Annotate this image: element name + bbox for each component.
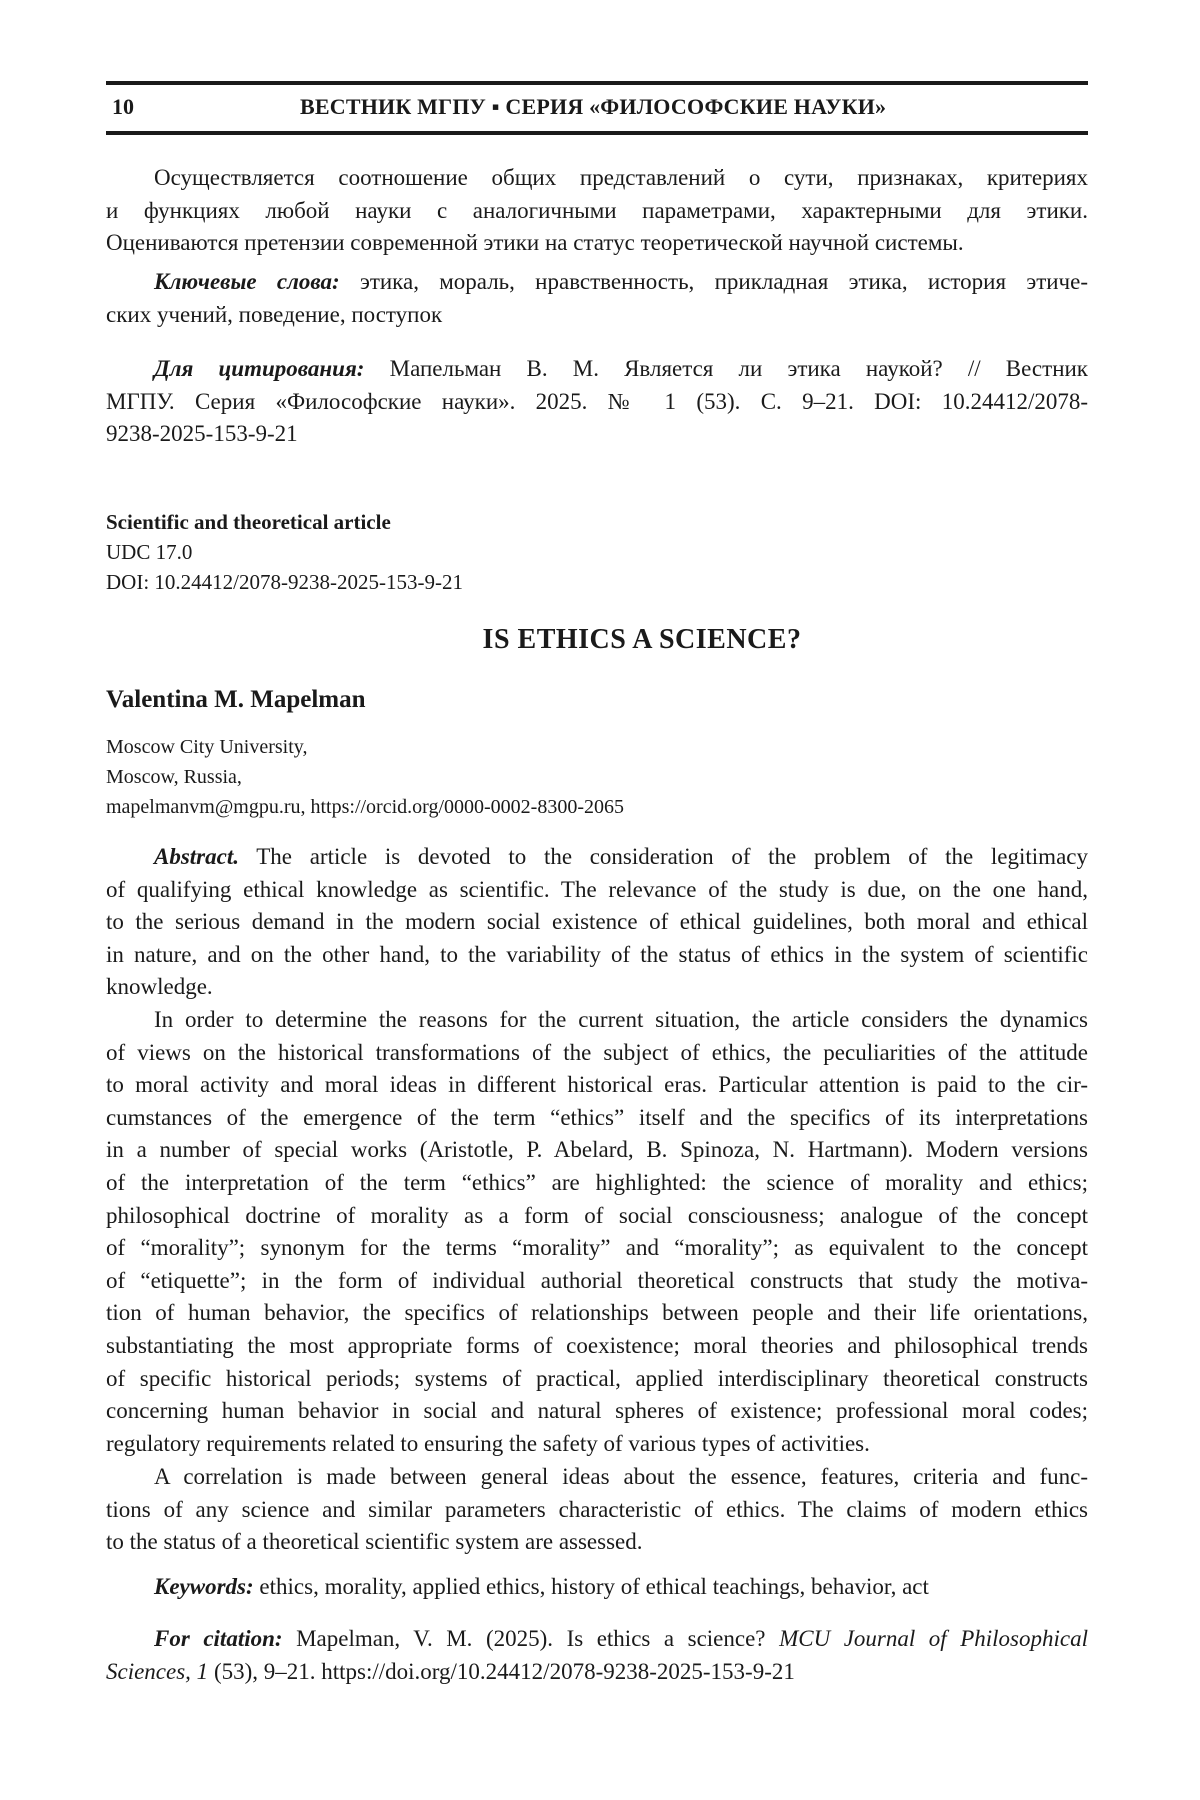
text-segment: tion of human behavior, the specifics of relationships between people and their life orientations, bbox=[106, 1300, 1088, 1325]
en-abstract-paragraph-1 bbox=[106, 841, 1088, 1004]
text-segment: of “etiquette”; in the form of individual authorial theoretical constructs that study the motiva- bbox=[106, 1268, 1088, 1293]
text-segment: Осуществляется соотношение общих представлений о сути, признаках, критериях bbox=[154, 165, 1088, 190]
text-line bbox=[106, 1265, 1088, 1298]
article-type: Scientific and theoretical article bbox=[106, 507, 463, 537]
text-line bbox=[106, 1571, 1088, 1604]
running-header bbox=[106, 94, 1088, 124]
text-segment: cumstances of the emergence of the term “ethics” itself and the specifics of its interpretations bbox=[106, 1105, 1088, 1130]
ru-abstract-ending bbox=[106, 162, 1088, 260]
text-segment: tions of any science and similar parameters characteristic of ethics. The claims of modern ethics bbox=[106, 1497, 1088, 1522]
article-meta bbox=[106, 507, 463, 597]
text-line bbox=[106, 1494, 1088, 1527]
text-segment: in nature, and on the other hand, to the variability of the status of ethics in the system of scientific bbox=[106, 942, 1088, 967]
text-segment: of specific historical periods; systems of practical, applied interdisciplinary theoretical constructs bbox=[106, 1366, 1088, 1391]
article-title: IS ETHICS A SCIENCE? bbox=[106, 624, 1088, 656]
text-line bbox=[106, 418, 1088, 451]
en-citation bbox=[106, 1623, 1088, 1688]
text-segment: A correlation is made between general ideas about the essence, features, criteria and func- bbox=[154, 1464, 1088, 1489]
text-segment: и функциях любой науки с аналогичными параметрами, характерными для этики. bbox=[106, 198, 1088, 223]
text-line bbox=[106, 1004, 1088, 1037]
author-affiliation bbox=[106, 732, 624, 822]
text-segment: concerning human behavior in social and natural spheres of existence; professional moral codes; bbox=[106, 1398, 1088, 1423]
text-segment: этика, мораль, нравственность, прикладная этика, история этиче- bbox=[340, 269, 1088, 294]
text-segment: regulatory requirements related to ensuring the safety of various types of activities. bbox=[106, 1431, 870, 1456]
text-segment: of views on the historical transformations of the subject of ethics, the peculiarities of the attitude bbox=[106, 1040, 1088, 1065]
author-name: Valentina M. Mapelman bbox=[106, 686, 366, 714]
text-line bbox=[106, 1330, 1088, 1363]
text-line bbox=[106, 386, 1088, 419]
en-abstract-paragraph-2 bbox=[106, 1004, 1088, 1460]
udc: UDC 17.0 bbox=[106, 537, 463, 567]
text-segment: in a number of special works (Aristotle, P. Abelard, B. Spinoza, N. Hartmann). Modern versions bbox=[106, 1137, 1088, 1162]
text-segment: ских учений, поведение, поступок bbox=[106, 302, 442, 327]
text-line bbox=[106, 1363, 1088, 1396]
affiliation-city: Moscow, Russia, bbox=[106, 762, 624, 792]
text-segment: The article is devoted to the consideration of the problem of the legitimacy bbox=[239, 844, 1088, 869]
text-line bbox=[106, 162, 1088, 195]
text-segment: substantiating the most appropriate forms of coexistence; moral theories and philosophical trends bbox=[106, 1333, 1088, 1358]
text-segment: to the serious demand in the modern social existence of ethical guidelines, both moral and ethical bbox=[106, 909, 1088, 934]
header-bottom-rule bbox=[106, 131, 1088, 135]
text-segment: of qualifying ethical knowledge as scientific. The relevance of the study is due, on the one hand, bbox=[106, 877, 1088, 902]
text-line bbox=[106, 227, 1088, 260]
text-line bbox=[106, 1623, 1088, 1656]
text-line bbox=[106, 841, 1088, 874]
text-line bbox=[106, 1395, 1088, 1428]
italic-text: MCU Journal of Philosophical bbox=[779, 1626, 1088, 1651]
text-line bbox=[106, 195, 1088, 228]
text-line bbox=[106, 906, 1088, 939]
text-line bbox=[106, 1069, 1088, 1102]
text-line bbox=[106, 1461, 1088, 1494]
text-line bbox=[106, 1037, 1088, 1070]
section-label: Ключевые слова: bbox=[154, 269, 340, 294]
text-segment: Мапельман В. М. Является ли этика наукой? // Вестник bbox=[364, 356, 1088, 381]
text-line bbox=[106, 939, 1088, 972]
text-line bbox=[106, 1232, 1088, 1265]
text-segment: Оцениваются претензии современной этики на статус теоретической научной системы. bbox=[106, 230, 964, 255]
text-segment: knowledge. bbox=[106, 974, 213, 999]
journal-title: ВЕСТНИК МГПУ ▪ СЕРИЯ «ФИЛОСОФСКИЕ НАУКИ» bbox=[300, 94, 886, 120]
text-line bbox=[106, 1428, 1088, 1461]
text-segment: of “morality”; synonym for the terms “morality” and “morality”; as equivalent to the concept bbox=[106, 1235, 1088, 1260]
text-segment: to the status of a theoretical scientific system are assessed. bbox=[106, 1529, 643, 1554]
text-line bbox=[106, 1167, 1088, 1200]
text-line bbox=[106, 299, 1088, 332]
text-segment: ethics, morality, applied ethics, history of ethical teachings, behavior, act bbox=[254, 1574, 929, 1599]
text-segment: In order to determine the reasons for the current situation, the article considers the dynamics bbox=[154, 1007, 1088, 1032]
ru-keywords bbox=[106, 266, 1088, 331]
text-segment: of the interpretation of the term “ethics” are highlighted: the science of morality and ethics; bbox=[106, 1170, 1088, 1195]
section-label: Abstract. bbox=[154, 844, 239, 869]
text-segment: МГПУ. Серия «Философские науки». 2025. № 1 (53). С. 9–21. DOI: 10.24412/2078- bbox=[106, 389, 1088, 414]
section-label: For citation: bbox=[154, 1626, 283, 1651]
text-line bbox=[106, 1297, 1088, 1330]
text-line bbox=[106, 266, 1088, 299]
text-line bbox=[106, 1526, 1088, 1559]
text-segment: 9238-2025-153-9-21 bbox=[106, 421, 298, 446]
en-abstract-paragraph-3 bbox=[106, 1461, 1088, 1559]
text-segment: (53), 9–21. https://doi.org/10.24412/2078-9238-2025-153-9-21 bbox=[208, 1659, 795, 1684]
text-segment: philosophical doctrine of morality as a form of social consciousness; analogue of the concept bbox=[106, 1203, 1088, 1228]
text-line bbox=[106, 971, 1088, 1004]
section-label: Keywords: bbox=[154, 1574, 254, 1599]
text-segment: Mapelman, V. M. (2025). Is ethics a science? bbox=[283, 1626, 780, 1651]
text-line bbox=[106, 1102, 1088, 1135]
section-label: Для цитирования: bbox=[154, 356, 364, 381]
page-number: 10 bbox=[112, 94, 134, 120]
text-segment: to moral activity and moral ideas in different historical eras. Particular attention is paid to the cir- bbox=[106, 1072, 1088, 1097]
italic-text: Sciences, 1 bbox=[106, 1659, 208, 1684]
text-line bbox=[106, 353, 1088, 386]
text-line bbox=[106, 1134, 1088, 1167]
affiliation-contacts: mapelmanvm@mgpu.ru, https://orcid.org/0000-0002-8300-2065 bbox=[106, 792, 624, 822]
header-top-rule bbox=[106, 81, 1088, 85]
text-line bbox=[106, 1656, 1088, 1689]
text-line bbox=[106, 874, 1088, 907]
affiliation-university: Moscow City University, bbox=[106, 732, 624, 762]
doi: DOI: 10.24412/2078-9238-2025-153-9-21 bbox=[106, 567, 463, 597]
en-keywords bbox=[106, 1571, 1088, 1604]
text-line bbox=[106, 1200, 1088, 1233]
ru-citation bbox=[106, 353, 1088, 451]
